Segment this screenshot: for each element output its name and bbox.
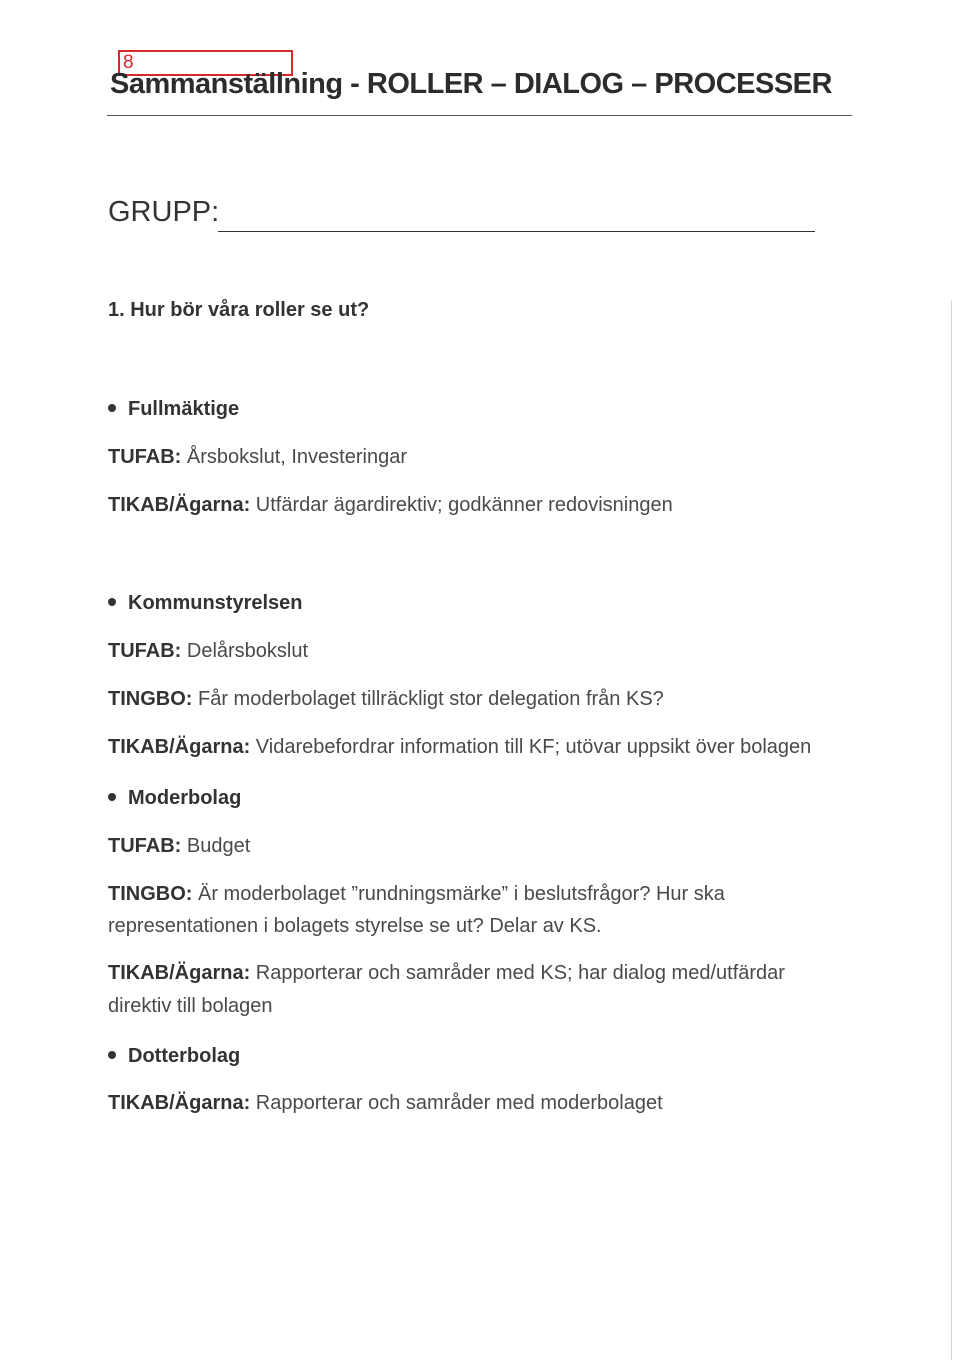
bullet-icon (108, 793, 116, 801)
grupp-fill-line (218, 231, 815, 232)
moderbolag-tikab-line-2: direktiv till bolagen (108, 995, 273, 1017)
moderbolag-tingbo-line-2: representationen i bolagets styrelse se ut? Delar av KS. (108, 915, 602, 937)
moderbolag-tikab-line-1: TIKAB/Ägarna: Rapporterar och samråder med KS; har dialog med/utfärdar (108, 962, 785, 984)
section-heading-fullmaktige: Fullmäktige (108, 398, 239, 421)
page-number: 8 (123, 52, 134, 73)
bullet-icon (108, 598, 116, 606)
question-heading: 1. Hur bör våra roller se ut? (108, 299, 370, 321)
section-heading-dotterbolag: Dotterbolag (108, 1045, 240, 1068)
grupp-label: GRUPP: (108, 196, 220, 228)
section-heading-kommunstyrelsen: Kommunstyrelsen (108, 592, 303, 615)
title-underline (107, 115, 852, 116)
fullmaktige-tufab-line: TUFAB: Årsbokslut, Investeringar (108, 446, 407, 468)
moderbolag-tingbo-line-1: TINGBO: Är moderbolaget ”rundningsmärke” i beslutsfrågor? Hur ska (108, 883, 725, 905)
moderbolag-tufab-line: TUFAB: Budget (108, 835, 251, 857)
dotterbolag-tikab-line: TIKAB/Ägarna: Rapporterar och samråder med moderbolaget (108, 1092, 663, 1114)
kommunstyrelsen-tufab-line: TUFAB: Delårsbokslut (108, 640, 309, 662)
scan-edge-line (951, 300, 952, 1360)
kommunstyrelsen-tingbo-line: TINGBO: Får moderbolaget tillräckligt stor delegation från KS? (108, 688, 664, 710)
section-heading-moderbolag: Moderbolag (108, 787, 241, 810)
bullet-icon (108, 404, 116, 412)
bullet-icon (108, 1051, 116, 1059)
fullmaktige-tikab-line: TIKAB/Ägarna: Utfärdar ägardirektiv; godkänner redovisningen (108, 494, 673, 516)
document-title: Sammanställning - ROLLER – DIALOG – PROCESSER (110, 68, 832, 100)
kommunstyrelsen-tikab-line: TIKAB/Ägarna: Vidarebefordrar information till KF; utövar uppsikt över bolagen (108, 736, 812, 758)
